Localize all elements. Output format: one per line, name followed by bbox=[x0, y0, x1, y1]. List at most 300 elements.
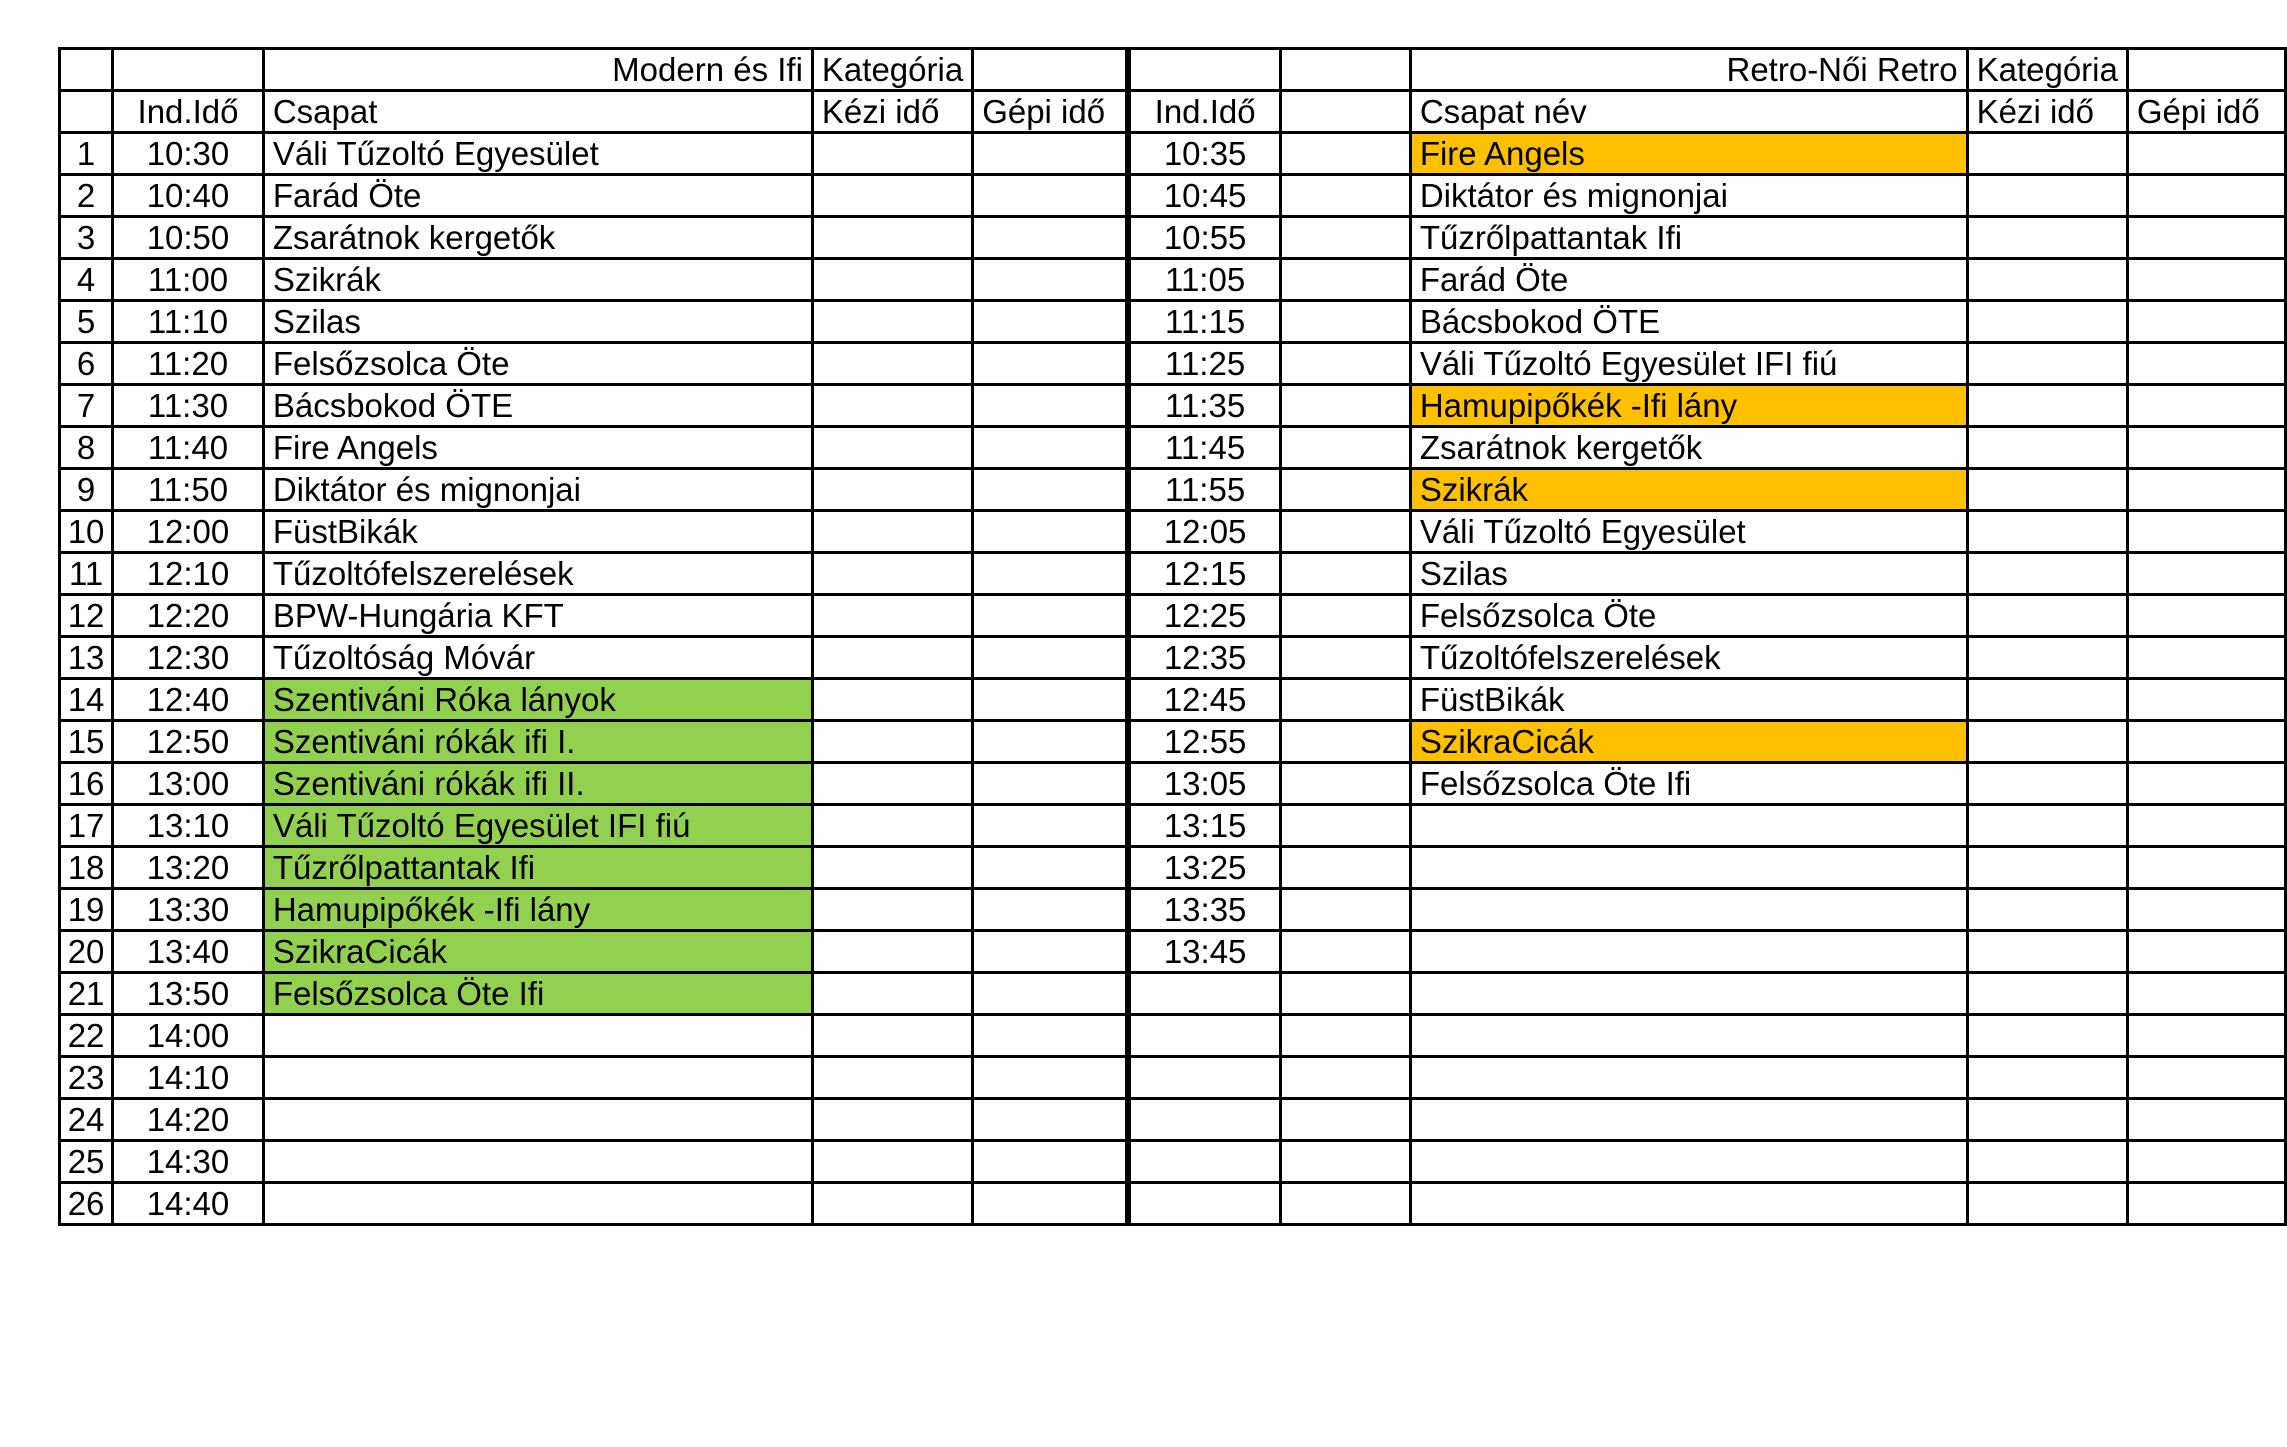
right-machine-time bbox=[2127, 175, 2285, 217]
right-blank bbox=[1281, 175, 1411, 217]
right-team-name: FüstBikák bbox=[1410, 679, 1967, 721]
right-team-name bbox=[1410, 805, 1967, 847]
right-start-time: 11:55 bbox=[1128, 469, 1281, 511]
row-number: 20 bbox=[60, 931, 113, 973]
right-team-name bbox=[1410, 973, 1967, 1015]
right-team-name bbox=[1410, 931, 1967, 973]
right-team-name: Felsőzsolca Öte bbox=[1410, 595, 1967, 637]
right-blank bbox=[1281, 427, 1411, 469]
left-section-title: Modern és Ifi bbox=[263, 49, 812, 91]
right-manual-time bbox=[1967, 805, 2127, 847]
left-manual-time bbox=[812, 511, 972, 553]
right-team-name: Felsőzsolca Öte Ifi bbox=[1410, 763, 1967, 805]
table-row bbox=[60, 427, 2286, 469]
row-number: 17 bbox=[60, 805, 113, 847]
left-team-name: Tűzoltóság Móvár bbox=[263, 637, 812, 679]
left-manual-time bbox=[812, 469, 972, 511]
right-machine-time bbox=[2127, 595, 2285, 637]
left-start-time: 13:10 bbox=[113, 805, 264, 847]
right-blank bbox=[1281, 133, 1411, 175]
left-team-name: Szentiváni rókák ifi II. bbox=[263, 763, 812, 805]
right-team-name bbox=[1410, 1183, 1967, 1225]
left-team-name: Tűzrőlpattantak Ifi bbox=[263, 847, 812, 889]
left-start-time: 14:40 bbox=[113, 1183, 264, 1225]
left-machine-time bbox=[973, 763, 1128, 805]
table-row bbox=[60, 889, 2286, 931]
right-machine-time bbox=[2127, 427, 2285, 469]
table-row bbox=[60, 637, 2286, 679]
right-team-name: Váli Tűzoltó Egyesület IFI fiú bbox=[1410, 343, 1967, 385]
left-start-time: 11:00 bbox=[113, 259, 264, 301]
left-start-time: 12:00 bbox=[113, 511, 264, 553]
table-row bbox=[60, 301, 2286, 343]
right-start-time: 10:45 bbox=[1128, 175, 1281, 217]
right-blank bbox=[1281, 259, 1411, 301]
right-manual-time bbox=[1967, 1183, 2127, 1225]
right-manual-time bbox=[1967, 973, 2127, 1015]
right-blank bbox=[1281, 847, 1411, 889]
right-blank bbox=[1281, 217, 1411, 259]
right-manual-time bbox=[1967, 721, 2127, 763]
left-start-time: 12:50 bbox=[113, 721, 264, 763]
right-manual-time bbox=[1967, 1015, 2127, 1057]
right-manual-time bbox=[1967, 259, 2127, 301]
left-start-time: 10:40 bbox=[113, 175, 264, 217]
left-manual-time bbox=[812, 1057, 972, 1099]
left-manual-time bbox=[812, 889, 972, 931]
row-number: 9 bbox=[60, 469, 113, 511]
header-blank-cell bbox=[1128, 49, 1281, 91]
right-manual-time bbox=[1967, 217, 2127, 259]
left-machine-time bbox=[973, 175, 1128, 217]
left-machine-time bbox=[973, 973, 1128, 1015]
left-start-time: 13:40 bbox=[113, 931, 264, 973]
left-machine-time bbox=[973, 637, 1128, 679]
left-start-time: 10:30 bbox=[113, 133, 264, 175]
row-number: 16 bbox=[60, 763, 113, 805]
left-team-name: Váli Tűzoltó Egyesület IFI fiú bbox=[263, 805, 812, 847]
left-machine-time bbox=[973, 217, 1128, 259]
row-number: 23 bbox=[60, 1057, 113, 1099]
left-start-time: 11:50 bbox=[113, 469, 264, 511]
table-row bbox=[60, 385, 2286, 427]
row-number: 14 bbox=[60, 679, 113, 721]
right-team-name bbox=[1410, 1015, 1967, 1057]
right-machine-time bbox=[2127, 259, 2285, 301]
right-machine-time bbox=[2127, 553, 2285, 595]
right-blank bbox=[1281, 301, 1411, 343]
right-team-name: Szilas bbox=[1410, 553, 1967, 595]
left-machine-time bbox=[973, 259, 1128, 301]
right-manual-time bbox=[1967, 469, 2127, 511]
left-team-name bbox=[263, 1141, 812, 1183]
right-machine-time bbox=[2127, 847, 2285, 889]
right-machine-time bbox=[2127, 679, 2285, 721]
right-manual-time bbox=[1967, 637, 2127, 679]
right-team-name bbox=[1410, 889, 1967, 931]
row-number: 6 bbox=[60, 343, 113, 385]
header-blank-cell bbox=[60, 49, 113, 91]
left-machine-time bbox=[973, 1057, 1128, 1099]
right-start-time: 12:45 bbox=[1128, 679, 1281, 721]
left-machine-time bbox=[973, 1015, 1128, 1057]
table-row bbox=[60, 805, 2286, 847]
left-manual-time bbox=[812, 259, 972, 301]
left-team-name: SzikraCicák bbox=[263, 931, 812, 973]
left-machine-time bbox=[973, 805, 1128, 847]
right-machine-time bbox=[2127, 763, 2285, 805]
left-start-time: 12:40 bbox=[113, 679, 264, 721]
right-team-name: Diktátor és mignonjai bbox=[1410, 175, 1967, 217]
right-blank bbox=[1281, 469, 1411, 511]
row-number: 25 bbox=[60, 1141, 113, 1183]
left-manual-time bbox=[812, 385, 972, 427]
left-manual-time-header: Kézi idő bbox=[812, 91, 972, 133]
left-team-name bbox=[263, 1057, 812, 1099]
right-manual-time bbox=[1967, 679, 2127, 721]
right-start-time: 11:05 bbox=[1128, 259, 1281, 301]
right-start-time bbox=[1128, 1099, 1281, 1141]
right-team-name: Bácsbokod ÖTE bbox=[1410, 301, 1967, 343]
right-team-name: Szikrák bbox=[1410, 469, 1967, 511]
left-start-time: 11:40 bbox=[113, 427, 264, 469]
left-team-name: Felsőzsolca Öte Ifi bbox=[263, 973, 812, 1015]
row-number: 8 bbox=[60, 427, 113, 469]
left-start-time: 11:20 bbox=[113, 343, 264, 385]
right-blank bbox=[1281, 679, 1411, 721]
left-machine-time bbox=[973, 595, 1128, 637]
left-team-name: Szentiváni Róka lányok bbox=[263, 679, 812, 721]
row-number: 5 bbox=[60, 301, 113, 343]
right-team-name bbox=[1410, 1057, 1967, 1099]
right-manual-time bbox=[1967, 1099, 2127, 1141]
right-manual-time bbox=[1967, 1141, 2127, 1183]
left-start-time: 13:20 bbox=[113, 847, 264, 889]
left-manual-time bbox=[812, 301, 972, 343]
table-row bbox=[60, 931, 2286, 973]
right-blank bbox=[1281, 1183, 1411, 1225]
left-team-name: Felsőzsolca Öte bbox=[263, 343, 812, 385]
right-manual-time bbox=[1967, 175, 2127, 217]
right-start-time: 11:35 bbox=[1128, 385, 1281, 427]
left-manual-time bbox=[812, 217, 972, 259]
right-machine-time bbox=[2127, 973, 2285, 1015]
left-machine-time-header: Gépi idő bbox=[973, 91, 1128, 133]
left-manual-time bbox=[812, 721, 972, 763]
right-start-time: 12:35 bbox=[1128, 637, 1281, 679]
left-machine-time bbox=[973, 1141, 1128, 1183]
table-row bbox=[60, 1099, 2286, 1141]
right-machine-time bbox=[2127, 301, 2285, 343]
right-machine-time bbox=[2127, 469, 2285, 511]
header-blank-cell bbox=[1281, 49, 1411, 91]
row-number: 4 bbox=[60, 259, 113, 301]
right-start-time: 11:15 bbox=[1128, 301, 1281, 343]
right-team-name bbox=[1410, 1141, 1967, 1183]
right-team-name: SzikraCicák bbox=[1410, 721, 1967, 763]
left-team-name: Hamupipőkék -Ifi lány bbox=[263, 889, 812, 931]
right-blank bbox=[1281, 343, 1411, 385]
left-manual-time bbox=[812, 973, 972, 1015]
right-start-time: 13:35 bbox=[1128, 889, 1281, 931]
right-blank bbox=[1281, 1141, 1411, 1183]
left-machine-time bbox=[973, 301, 1128, 343]
right-blank bbox=[1281, 595, 1411, 637]
table-row bbox=[60, 595, 2286, 637]
right-start-time: 13:25 bbox=[1128, 847, 1281, 889]
left-start-time: 14:00 bbox=[113, 1015, 264, 1057]
right-blank bbox=[1281, 721, 1411, 763]
left-team-name: Szilas bbox=[263, 301, 812, 343]
right-blank bbox=[1281, 1099, 1411, 1141]
right-machine-time-header: Gépi idő bbox=[2127, 91, 2285, 133]
left-manual-time bbox=[812, 175, 972, 217]
right-machine-time bbox=[2127, 385, 2285, 427]
right-manual-time bbox=[1967, 595, 2127, 637]
row-number: 1 bbox=[60, 133, 113, 175]
right-blank bbox=[1281, 763, 1411, 805]
left-machine-time bbox=[973, 343, 1128, 385]
table-row bbox=[60, 469, 2286, 511]
right-team-name: Tűzoltófelszerelések bbox=[1410, 637, 1967, 679]
right-team-name bbox=[1410, 847, 1967, 889]
left-machine-time bbox=[973, 1183, 1128, 1225]
right-manual-time bbox=[1967, 931, 2127, 973]
table-row bbox=[60, 217, 2286, 259]
left-start-time: 11:10 bbox=[113, 301, 264, 343]
right-team-name: Fire Angels bbox=[1410, 133, 1967, 175]
row-number: 18 bbox=[60, 847, 113, 889]
table-row bbox=[60, 763, 2286, 805]
left-machine-time bbox=[973, 721, 1128, 763]
right-start-time bbox=[1128, 1141, 1281, 1183]
right-start-time bbox=[1128, 1183, 1281, 1225]
right-blank bbox=[1281, 889, 1411, 931]
right-start-time: 10:55 bbox=[1128, 217, 1281, 259]
right-blank bbox=[1281, 1057, 1411, 1099]
right-blank bbox=[1281, 385, 1411, 427]
table-row bbox=[60, 553, 2286, 595]
left-team-name: Bácsbokod ÖTE bbox=[263, 385, 812, 427]
row-number: 13 bbox=[60, 637, 113, 679]
left-team-name bbox=[263, 1015, 812, 1057]
left-manual-time bbox=[812, 427, 972, 469]
right-machine-time bbox=[2127, 931, 2285, 973]
row-number: 7 bbox=[60, 385, 113, 427]
right-manual-time bbox=[1967, 385, 2127, 427]
table-row bbox=[60, 1057, 2286, 1099]
right-manual-time bbox=[1967, 511, 2127, 553]
left-start-time: 13:30 bbox=[113, 889, 264, 931]
left-team-header: Csapat bbox=[263, 91, 812, 133]
right-manual-time bbox=[1967, 889, 2127, 931]
right-manual-time bbox=[1967, 847, 2127, 889]
right-manual-time bbox=[1967, 343, 2127, 385]
row-number: 3 bbox=[60, 217, 113, 259]
left-manual-time bbox=[812, 679, 972, 721]
left-start-time-header: Ind.Idő bbox=[113, 91, 264, 133]
right-start-time: 12:25 bbox=[1128, 595, 1281, 637]
right-section-title: Retro-Női Retro bbox=[1410, 49, 1967, 91]
table-row bbox=[60, 721, 2286, 763]
left-manual-time bbox=[812, 637, 972, 679]
right-start-time: 10:35 bbox=[1128, 133, 1281, 175]
right-team-header: Csapat név bbox=[1410, 91, 1967, 133]
left-machine-time bbox=[973, 469, 1128, 511]
right-machine-time bbox=[2127, 1183, 2285, 1225]
left-machine-time bbox=[973, 511, 1128, 553]
right-manual-time bbox=[1967, 427, 2127, 469]
table-row bbox=[60, 175, 2286, 217]
left-team-name: Fire Angels bbox=[263, 427, 812, 469]
right-manual-time bbox=[1967, 553, 2127, 595]
right-start-time bbox=[1128, 973, 1281, 1015]
right-team-name: Hamupipőkék -Ifi lány bbox=[1410, 385, 1967, 427]
table-row bbox=[60, 847, 2286, 889]
schedule-table bbox=[58, 47, 2287, 1226]
right-machine-time bbox=[2127, 1141, 2285, 1183]
right-machine-time bbox=[2127, 721, 2285, 763]
row-number: 11 bbox=[60, 553, 113, 595]
left-start-time: 11:30 bbox=[113, 385, 264, 427]
row-number: 2 bbox=[60, 175, 113, 217]
left-team-name bbox=[263, 1183, 812, 1225]
right-machine-time bbox=[2127, 1057, 2285, 1099]
table-row bbox=[60, 973, 2286, 1015]
left-machine-time bbox=[973, 553, 1128, 595]
right-manual-time bbox=[1967, 301, 2127, 343]
right-machine-time bbox=[2127, 637, 2285, 679]
right-team-name: Zsarátnok kergetők bbox=[1410, 427, 1967, 469]
header-blank-cell bbox=[60, 91, 113, 133]
row-number: 22 bbox=[60, 1015, 113, 1057]
left-team-name: Tűzoltófelszerelések bbox=[263, 553, 812, 595]
left-start-time: 10:50 bbox=[113, 217, 264, 259]
right-blank bbox=[1281, 1015, 1411, 1057]
right-machine-time bbox=[2127, 1099, 2285, 1141]
right-blank bbox=[1281, 553, 1411, 595]
right-machine-time bbox=[2127, 889, 2285, 931]
left-manual-time bbox=[812, 931, 972, 973]
header-blank-cell bbox=[2127, 49, 2285, 91]
right-start-time: 11:45 bbox=[1128, 427, 1281, 469]
row-number: 26 bbox=[60, 1183, 113, 1225]
right-machine-time bbox=[2127, 1015, 2285, 1057]
right-blank bbox=[1281, 511, 1411, 553]
left-start-time: 13:50 bbox=[113, 973, 264, 1015]
left-team-name bbox=[263, 1099, 812, 1141]
right-team-name bbox=[1410, 1099, 1967, 1141]
right-start-time: 13:05 bbox=[1128, 763, 1281, 805]
left-machine-time bbox=[973, 889, 1128, 931]
right-team-name: Farád Öte bbox=[1410, 259, 1967, 301]
table-row bbox=[60, 679, 2286, 721]
row-number: 19 bbox=[60, 889, 113, 931]
left-team-name: BPW-Hungária KFT bbox=[263, 595, 812, 637]
right-manual-time-header: Kézi idő bbox=[1967, 91, 2127, 133]
header-blank-cell bbox=[113, 49, 264, 91]
header-row-2 bbox=[60, 91, 2286, 133]
row-number: 12 bbox=[60, 595, 113, 637]
left-start-time: 14:10 bbox=[113, 1057, 264, 1099]
left-manual-time bbox=[812, 847, 972, 889]
right-machine-time bbox=[2127, 511, 2285, 553]
left-start-time: 12:30 bbox=[113, 637, 264, 679]
right-blank bbox=[1281, 931, 1411, 973]
table-row bbox=[60, 259, 2286, 301]
left-team-name: FüstBikák bbox=[263, 511, 812, 553]
header-blank-cell bbox=[1281, 91, 1411, 133]
right-start-time: 12:15 bbox=[1128, 553, 1281, 595]
right-blank bbox=[1281, 637, 1411, 679]
left-start-time: 13:00 bbox=[113, 763, 264, 805]
left-start-time: 14:20 bbox=[113, 1099, 264, 1141]
left-start-time: 12:10 bbox=[113, 553, 264, 595]
right-category-label: Kategória bbox=[1967, 49, 2127, 91]
right-machine-time bbox=[2127, 217, 2285, 259]
right-manual-time bbox=[1967, 133, 2127, 175]
left-manual-time bbox=[812, 1141, 972, 1183]
table-row bbox=[60, 343, 2286, 385]
right-start-time: 12:05 bbox=[1128, 511, 1281, 553]
left-team-name: Váli Tűzoltó Egyesület bbox=[263, 133, 812, 175]
table-body bbox=[60, 49, 2286, 1225]
table-row bbox=[60, 1183, 2286, 1225]
left-start-time: 14:30 bbox=[113, 1141, 264, 1183]
left-manual-time bbox=[812, 1099, 972, 1141]
left-manual-time bbox=[812, 343, 972, 385]
left-manual-time bbox=[812, 763, 972, 805]
left-team-name: Szikrák bbox=[263, 259, 812, 301]
left-manual-time bbox=[812, 595, 972, 637]
right-start-time: 13:45 bbox=[1128, 931, 1281, 973]
right-start-time: 12:55 bbox=[1128, 721, 1281, 763]
left-manual-time bbox=[812, 805, 972, 847]
right-manual-time bbox=[1967, 763, 2127, 805]
right-start-time bbox=[1128, 1057, 1281, 1099]
right-start-time: 11:25 bbox=[1128, 343, 1281, 385]
left-category-label: Kategória bbox=[812, 49, 972, 91]
table-row bbox=[60, 133, 2286, 175]
right-manual-time bbox=[1967, 1057, 2127, 1099]
left-manual-time bbox=[812, 553, 972, 595]
left-machine-time bbox=[973, 679, 1128, 721]
header-row-1 bbox=[60, 49, 2286, 91]
header-blank-cell bbox=[973, 49, 1128, 91]
right-machine-time bbox=[2127, 343, 2285, 385]
right-start-time bbox=[1128, 1015, 1281, 1057]
left-machine-time bbox=[973, 427, 1128, 469]
table-row bbox=[60, 1015, 2286, 1057]
right-team-name: Tűzrőlpattantak Ifi bbox=[1410, 217, 1967, 259]
left-machine-time bbox=[973, 847, 1128, 889]
row-number: 15 bbox=[60, 721, 113, 763]
left-team-name: Diktátor és mignonjai bbox=[263, 469, 812, 511]
left-machine-time bbox=[973, 931, 1128, 973]
right-team-name: Váli Tűzoltó Egyesület bbox=[1410, 511, 1967, 553]
left-manual-time bbox=[812, 1183, 972, 1225]
row-number: 10 bbox=[60, 511, 113, 553]
right-blank bbox=[1281, 805, 1411, 847]
table-row bbox=[60, 511, 2286, 553]
row-number: 24 bbox=[60, 1099, 113, 1141]
row-number: 21 bbox=[60, 973, 113, 1015]
left-manual-time bbox=[812, 1015, 972, 1057]
table-row bbox=[60, 1141, 2286, 1183]
left-manual-time bbox=[812, 133, 972, 175]
left-machine-time bbox=[973, 133, 1128, 175]
right-machine-time bbox=[2127, 133, 2285, 175]
